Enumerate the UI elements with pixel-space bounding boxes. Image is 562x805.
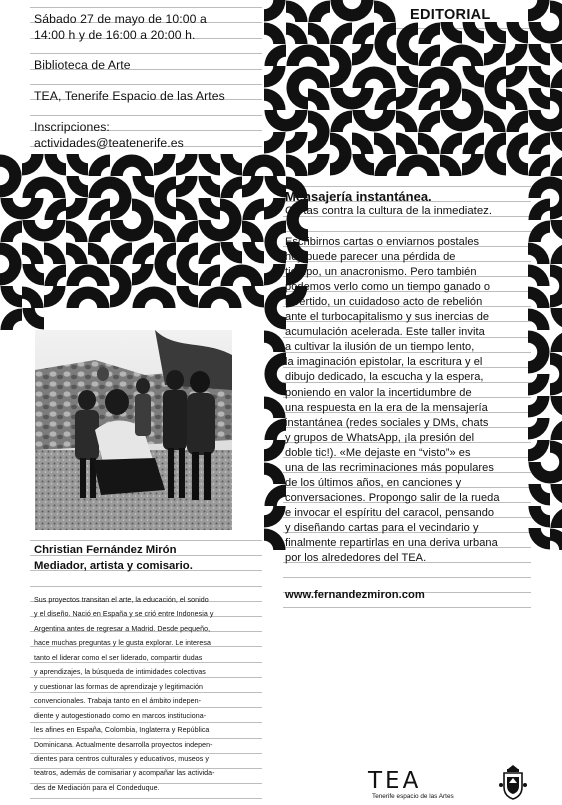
- description-line: de los últimos años, en canciones y: [285, 476, 462, 489]
- registration-label: Inscripciones:: [34, 120, 110, 134]
- arc-shape: [528, 176, 550, 198]
- arc-shape: [22, 264, 44, 286]
- description-line: por los alrededores del TEA.: [285, 552, 427, 565]
- arc-shape: [22, 176, 44, 198]
- description-line: acumulación acelerada. Este taller invita: [285, 326, 485, 339]
- arc-shape: [66, 220, 88, 242]
- arc-shape: [550, 352, 562, 374]
- arc-shape: [198, 220, 220, 242]
- arc-shape: [286, 0, 308, 22]
- arc-shape: [264, 462, 286, 484]
- arc-shape: [264, 66, 286, 88]
- arc-shape: [286, 132, 308, 154]
- arc-shape: [418, 154, 440, 176]
- arc-shape: [418, 66, 440, 88]
- arc-shape: [550, 440, 562, 462]
- arc-shape: [462, 88, 484, 110]
- arc-shape: [22, 242, 44, 264]
- arc-shape: [440, 22, 462, 44]
- description-line: podemos verlo como un tiempo ganado o: [285, 281, 491, 294]
- arc-shape: [264, 44, 286, 66]
- bio-line: y cuestionar las formas de aprendizaje y legitimación: [34, 682, 204, 691]
- arc-shape: [176, 286, 198, 308]
- arc-shape: [132, 176, 154, 198]
- arc-shape: [66, 286, 88, 308]
- tea-logo-text: TEA: [368, 768, 422, 794]
- arc-shape: [440, 132, 462, 154]
- arc-shape: [264, 484, 286, 506]
- arc-shape: [528, 374, 550, 396]
- arc-shape: [88, 286, 110, 308]
- arc-shape: [0, 154, 22, 176]
- arc-shape: [264, 242, 286, 264]
- arc-shape: [418, 132, 440, 154]
- arc-shape: [264, 132, 286, 154]
- arc-shape: [528, 220, 550, 242]
- arc-shape: [110, 220, 132, 242]
- arc-shape: [308, 44, 330, 66]
- arc-shape: [528, 506, 550, 528]
- description-line: hoy puede parecer una pérdida de: [285, 251, 456, 264]
- arc-shape: [374, 88, 396, 110]
- arc-shape: [550, 264, 562, 286]
- description-line: invertido, un cuidadoso acto de rebelión: [285, 296, 483, 309]
- description-line: una de las recriminaciones más populares: [285, 461, 494, 474]
- arc-shape: [352, 154, 374, 176]
- arc-shape: [286, 88, 308, 110]
- arc-shape: [528, 528, 550, 550]
- arc-shape: [462, 154, 484, 176]
- arc-shape: [550, 154, 562, 176]
- description-line: doble tic!). «Me dejaste en “visto”» es: [285, 446, 471, 459]
- arc-shape: [396, 44, 418, 66]
- arc-shape: [330, 154, 352, 176]
- arc-shape: [550, 418, 562, 440]
- arc-shape: [44, 176, 66, 198]
- arc-shape: [88, 264, 110, 286]
- arc-shape: [220, 242, 242, 264]
- arc-shape: [528, 440, 550, 462]
- arc-shape: [154, 220, 176, 242]
- bio-line: Sus proyectos transitan el arte, la educación, el sonido: [34, 596, 209, 604]
- description-line: Escribirnos cartas o enviarnos postales: [285, 236, 480, 248]
- arc-shape: [110, 264, 132, 286]
- arc-shape: [220, 176, 242, 198]
- arc-shape: [132, 154, 154, 176]
- arc-shape: [176, 176, 198, 198]
- arc-shape: [550, 198, 562, 220]
- arc-shape: [220, 286, 242, 308]
- workshop-title: Mensajería instantánea.: [285, 189, 432, 204]
- registration-email: actividades@teatenerife.es: [34, 136, 184, 150]
- arc-shape: [374, 110, 396, 132]
- description-line: tiempo, un anacronismo. Pero también: [285, 266, 477, 279]
- bio-line: convencionales. Trabaja tanto en el ámbito indepen-: [34, 697, 201, 706]
- arc-shape: [528, 330, 550, 352]
- arc-shape: [352, 132, 374, 154]
- arc-shape: [22, 308, 44, 330]
- bio-line: y el diseño. Nació en España y se crió entre Indonesia y: [34, 610, 214, 619]
- arc-shape: [352, 22, 374, 44]
- arc-shape: [66, 242, 88, 264]
- arc-shape: [352, 88, 374, 110]
- arc-shape: [528, 44, 550, 66]
- arc-shape: [550, 286, 562, 308]
- arc-shape: [550, 330, 562, 352]
- arc-shape: [330, 22, 352, 44]
- arc-shape: [308, 22, 330, 44]
- arc-shape: [462, 22, 484, 44]
- arc-shape: [264, 110, 286, 132]
- arc-shape: [330, 44, 352, 66]
- arc-shape: [44, 220, 66, 242]
- description-line: instantánea (redes sociales y DMs, chats: [285, 416, 489, 429]
- arc-shape: [198, 176, 220, 198]
- arc-shape: [484, 66, 506, 88]
- bio-line: teatros, además de comisariar y acompañar las activida-: [34, 769, 215, 778]
- arc-shape: [550, 0, 562, 22]
- arc-shape: [22, 220, 44, 242]
- arc-shape: [264, 286, 286, 308]
- arc-shape: [308, 132, 330, 154]
- tea-logo-subtitle: Tenerife espacio de las Artes: [372, 793, 454, 800]
- arc-shape: [264, 308, 286, 330]
- arc-shape: [44, 242, 66, 264]
- arc-shape: [198, 242, 220, 264]
- arc-shape: [22, 198, 44, 220]
- arc-shape: [550, 308, 562, 330]
- arc-shape: [44, 154, 66, 176]
- arc-shape: [396, 66, 418, 88]
- arc-shape: [0, 242, 22, 264]
- arc-shape: [550, 88, 562, 110]
- arc-shape: [264, 330, 286, 352]
- arc-shape: [550, 462, 562, 484]
- description-line: dibujo dedicado, la escucha y la espera,: [285, 371, 484, 384]
- arc-shape: [308, 66, 330, 88]
- event-institution: TEA, Tenerife Espacio de las Artes: [34, 89, 225, 103]
- arc-shape: [264, 374, 286, 396]
- arc-shape: [110, 198, 132, 220]
- coat-of-arms-icon: [498, 765, 528, 801]
- arc-shape: [264, 154, 286, 176]
- arc-shape: [198, 264, 220, 286]
- arc-shape: [528, 462, 550, 484]
- arc-shape: [88, 154, 110, 176]
- arc-shape: [286, 44, 308, 66]
- arc-shape: [66, 264, 88, 286]
- arc-shape: [0, 176, 22, 198]
- arc-shape: [264, 440, 286, 462]
- arc-shape: [44, 198, 66, 220]
- arc-shape: [154, 154, 176, 176]
- arc-shape: [0, 286, 22, 308]
- event-venue: Biblioteca de Arte: [34, 58, 131, 72]
- arc-shape: [286, 154, 308, 176]
- arc-shape: [242, 264, 264, 286]
- description-line: finalmente repartirlas en una deriva urbana: [285, 537, 498, 549]
- arc-shape: [352, 0, 374, 22]
- bio-line: les afines en España, Colombia, Inglaterra y República: [34, 726, 210, 735]
- arc-shape: [506, 154, 528, 176]
- arc-shape: [550, 176, 562, 198]
- arc-shape: [66, 154, 88, 176]
- arc-shape: [0, 198, 22, 220]
- arc-shape: [154, 176, 176, 198]
- description-line: conversaciones. Propongo salir de la rueda: [285, 491, 500, 504]
- arc-shape: [352, 44, 374, 66]
- arc-shape: [374, 154, 396, 176]
- arc-shape: [330, 66, 352, 88]
- arc-shape: [264, 176, 286, 198]
- arc-shape: [132, 242, 154, 264]
- arc-shape: [374, 0, 396, 22]
- arc-shape: [528, 418, 550, 440]
- arc-shape: [396, 132, 418, 154]
- arc-shape: [264, 198, 286, 220]
- arc-shape: [506, 110, 528, 132]
- arc-shape: [198, 286, 220, 308]
- arc-shape: [506, 44, 528, 66]
- bio-line: diente y autogestionado como en marcos institucionа-: [34, 711, 207, 720]
- description-line: poniendo en valor la incertidumbre de: [285, 386, 472, 399]
- description-line: y diseñando cartas para el vecindario y: [285, 521, 479, 534]
- arc-shape: [484, 110, 506, 132]
- arc-shape: [132, 220, 154, 242]
- arc-shape: [264, 396, 286, 418]
- arc-shape: [286, 22, 308, 44]
- arc-shape: [154, 198, 176, 220]
- arc-shape: [110, 154, 132, 176]
- arc-shape: [22, 286, 44, 308]
- artist-name: Christian Fernández Mirón: [34, 544, 177, 556]
- bio-line: des de Mediación para el Condeduque.: [34, 783, 160, 792]
- arc-shape: [528, 110, 550, 132]
- arc-shape: [396, 88, 418, 110]
- arc-shape: [154, 242, 176, 264]
- arc-shape: [374, 66, 396, 88]
- arc-shape: [44, 286, 66, 308]
- arc-shape: [440, 66, 462, 88]
- arc-shape: [462, 44, 484, 66]
- arc-shape: [242, 286, 264, 308]
- arc-shape: [374, 132, 396, 154]
- arc-shape: [110, 286, 132, 308]
- bio-line: y aprendizajes, la búsqueda de intimidades colectivas: [34, 668, 206, 677]
- arc-shape: [154, 264, 176, 286]
- arc-shape: [528, 484, 550, 506]
- arc-shape: [484, 44, 506, 66]
- arc-shape: [550, 506, 562, 528]
- arc-shape: [220, 198, 242, 220]
- arc-shape: [286, 110, 308, 132]
- arc-shape: [462, 66, 484, 88]
- arc-shape: [528, 242, 550, 264]
- arc-shape: [242, 220, 264, 242]
- bio-line: tanto el liderar como el ser liderado, compartir dudas: [34, 653, 203, 662]
- arc-shape: [330, 88, 352, 110]
- arc-shape: [264, 0, 286, 22]
- arc-shape: [528, 22, 550, 44]
- arc-shape: [352, 110, 374, 132]
- arc-shape: [528, 396, 550, 418]
- arc-shape: [550, 528, 562, 550]
- bio-line: Dominicana. Actualmente desarrolla proyectos indepen-: [34, 740, 213, 749]
- arc-shape: [440, 44, 462, 66]
- artist-role: Mediador, artista y comisario.: [34, 560, 193, 572]
- arc-shape: [220, 154, 242, 176]
- event-date-line-1: Sábado 27 de mayo de 10:00 a: [34, 12, 207, 26]
- arc-shape: [440, 88, 462, 110]
- arc-shape: [22, 154, 44, 176]
- arc-shape: [528, 132, 550, 154]
- arc-shape: [550, 66, 562, 88]
- arc-shape: [528, 154, 550, 176]
- arc-shape: [176, 264, 198, 286]
- arc-shape: [242, 242, 264, 264]
- arc-shape: [220, 264, 242, 286]
- arc-shape: [242, 198, 264, 220]
- section-label: EDITORIAL: [410, 7, 491, 23]
- arc-shape: [506, 132, 528, 154]
- arc-shape: [550, 22, 562, 44]
- arc-shape: [330, 0, 352, 22]
- bio-line: dientes para centros culturales y educativos, museos y: [34, 754, 210, 763]
- arc-shape: [550, 110, 562, 132]
- arc-shape: [506, 88, 528, 110]
- arc-shape: [418, 44, 440, 66]
- arc-shape: [66, 176, 88, 198]
- arc-shape: [462, 110, 484, 132]
- bio-line: hace muchas preguntas y le gusta explorar. Le interesa: [34, 639, 211, 648]
- arc-shape: [374, 22, 396, 44]
- arc-shape: [352, 66, 374, 88]
- arc-shape: [132, 198, 154, 220]
- arc-shape: [396, 154, 418, 176]
- arc-shape: [176, 198, 198, 220]
- arc-shape: [264, 264, 286, 286]
- arc-shape: [484, 88, 506, 110]
- arc-shape: [550, 396, 562, 418]
- arc-shape: [462, 132, 484, 154]
- arc-shape: [110, 176, 132, 198]
- arc-shape: [88, 198, 110, 220]
- arc-shape: [528, 352, 550, 374]
- artist-website: www.fernandezmiron.com: [285, 589, 425, 601]
- arc-shape: [330, 132, 352, 154]
- arc-shape: [484, 132, 506, 154]
- arc-shape: [550, 242, 562, 264]
- arc-shape: [264, 220, 286, 242]
- arc-shape: [528, 0, 550, 22]
- arc-shape: [198, 154, 220, 176]
- arc-shape: [440, 154, 462, 176]
- arc-shape: [0, 264, 22, 286]
- arc-shape: [176, 242, 198, 264]
- arc-shape: [550, 220, 562, 242]
- arc-shape: [132, 264, 154, 286]
- arc-shape: [330, 110, 352, 132]
- arc-shape: [264, 352, 286, 374]
- bio-line: Argentina antes de regresar a Madrid. Desde pequeño,: [34, 624, 211, 633]
- arc-shape: [550, 132, 562, 154]
- arc-shape: [44, 264, 66, 286]
- arc-shape: [528, 264, 550, 286]
- arc-shape: [264, 528, 286, 550]
- arc-shape: [528, 88, 550, 110]
- arc-shape: [506, 22, 528, 44]
- arc-shape: [418, 22, 440, 44]
- arc-shape: [550, 484, 562, 506]
- arc-shape: [396, 110, 418, 132]
- artist-workshop-photo: [35, 330, 232, 530]
- arc-shape: [484, 154, 506, 176]
- arc-shape: [264, 22, 286, 44]
- arc-shape: [308, 0, 330, 22]
- arc-shape: [88, 220, 110, 242]
- description-line: la imaginación epistolar, la escritura y el: [285, 356, 483, 369]
- arc-shape: [154, 286, 176, 308]
- arc-shape: [528, 308, 550, 330]
- arc-shape: [418, 88, 440, 110]
- arc-shape: [110, 242, 132, 264]
- arc-shape: [528, 198, 550, 220]
- arc-shape: [0, 308, 22, 330]
- arc-shape: [220, 220, 242, 242]
- arc-shape: [528, 286, 550, 308]
- description-line: y grupos de WhatsApp, ¡la presión del: [285, 431, 475, 444]
- arc-shape: [88, 176, 110, 198]
- arc-shape: [308, 154, 330, 176]
- arc-shape: [308, 110, 330, 132]
- arc-shape: [418, 110, 440, 132]
- arc-shape: [396, 22, 418, 44]
- description-line: a cultivar la ilusión de un tiempo lento,: [285, 341, 475, 354]
- arc-shape: [132, 286, 154, 308]
- event-date-line-2: 14:00 h y de 16:00 a 20:00 h.: [34, 28, 196, 42]
- arc-shape: [198, 198, 220, 220]
- arc-shape: [550, 374, 562, 396]
- arc-shape: [88, 242, 110, 264]
- tea-logo: [366, 768, 476, 800]
- arc-shape: [550, 44, 562, 66]
- arc-shape: [286, 66, 308, 88]
- arc-shape: [176, 154, 198, 176]
- arc-shape: [374, 44, 396, 66]
- arc-shape: [176, 220, 198, 242]
- workshop-subtitle: Cartas contra la cultura de la inmediatez.: [285, 205, 493, 217]
- arc-shape: [0, 220, 22, 242]
- description-line: ante el turbocapitalismo y sus inercias de: [285, 311, 490, 324]
- arc-shape: [264, 418, 286, 440]
- arc-shape: [264, 506, 286, 528]
- arc-shape: [242, 154, 264, 176]
- arc-shape: [242, 176, 264, 198]
- arc-shape: [528, 66, 550, 88]
- description-line: e invocar el espíritu del caracol, pensando: [285, 506, 495, 519]
- arc-shape: [506, 66, 528, 88]
- arc-shape: [66, 198, 88, 220]
- arc-shape: [264, 88, 286, 110]
- description-line: una respuesta en la era de la mensajería: [285, 401, 488, 414]
- arc-shape: [484, 22, 506, 44]
- arc-shape: [440, 110, 462, 132]
- arc-shape: [308, 88, 330, 110]
